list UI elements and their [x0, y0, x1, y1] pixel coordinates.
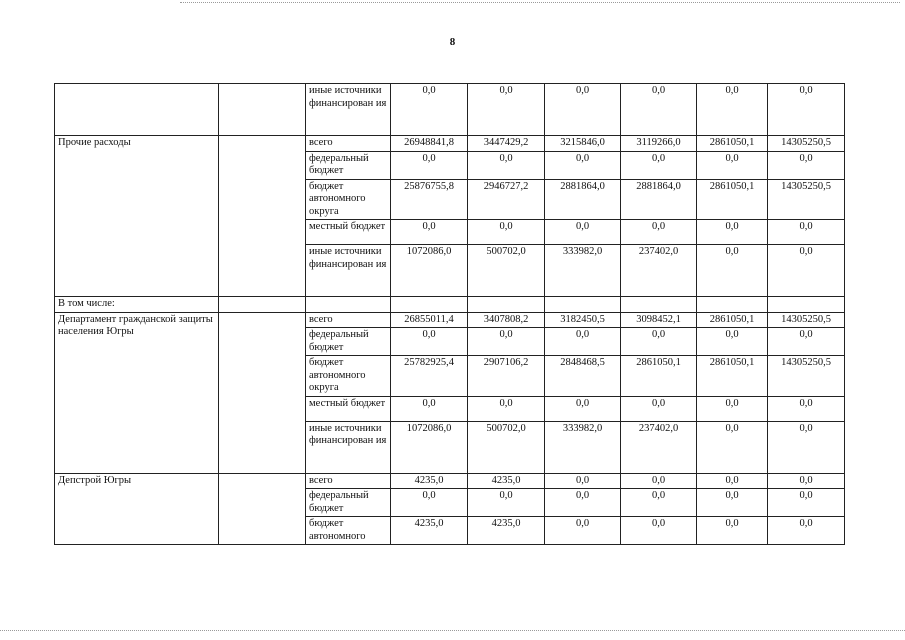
- table-row: [55, 473, 845, 489]
- value-cell: 0,0: [768, 489, 845, 517]
- value-cell: 0,0: [621, 517, 697, 545]
- value-cell: 0,0: [768, 473, 845, 489]
- value-cell: 0,0: [545, 517, 621, 545]
- value-cell: 0,0: [391, 84, 468, 136]
- value-cell: 0,0: [545, 151, 621, 179]
- value-cell: 2907106,2: [468, 356, 545, 397]
- value-cell: 4235,0: [391, 473, 468, 489]
- value-cell: 0,0: [697, 473, 768, 489]
- empty-cell: [768, 297, 845, 313]
- value-cell: 0,0: [697, 328, 768, 356]
- value-cell: 3215846,0: [545, 136, 621, 152]
- value-cell: 0,0: [545, 473, 621, 489]
- value-cell: 3182450,5: [545, 312, 621, 328]
- value-cell: 2946727,2: [468, 179, 545, 220]
- value-cell: 26948841,8: [391, 136, 468, 152]
- value-cell: 0,0: [391, 151, 468, 179]
- value-cell: 0,0: [468, 151, 545, 179]
- value-cell: 0,0: [768, 220, 845, 245]
- value-cell: 25782925,4: [391, 356, 468, 397]
- funding-source: бюджет автономного округа: [306, 179, 391, 220]
- program-name: Департамент гражданской защиты населения Югры: [55, 312, 219, 473]
- value-cell: 0,0: [391, 489, 468, 517]
- empty-cell: [621, 297, 697, 313]
- value-cell: 2861050,1: [697, 179, 768, 220]
- empty-cell: [391, 297, 468, 313]
- value-cell: 500702,0: [468, 421, 545, 473]
- value-cell: 0,0: [468, 84, 545, 136]
- empty-cell: [545, 297, 621, 313]
- scan-artifact-top: [180, 2, 900, 4]
- value-cell: 0,0: [697, 220, 768, 245]
- funding-source: бюджет автономного: [306, 517, 391, 545]
- scan-artifact-bottom: [0, 630, 905, 632]
- value-cell: 14305250,5: [768, 136, 845, 152]
- value-cell: 3119266,0: [621, 136, 697, 152]
- value-cell: 4235,0: [391, 517, 468, 545]
- value-cell: 4235,0: [468, 473, 545, 489]
- value-cell: 0,0: [697, 396, 768, 421]
- value-cell: 0,0: [697, 517, 768, 545]
- value-cell: 3447429,2: [468, 136, 545, 152]
- value-cell: 0,0: [391, 220, 468, 245]
- value-cell: 0,0: [621, 84, 697, 136]
- value-cell: 0,0: [468, 328, 545, 356]
- funding-source: иные источники финансирован ия: [306, 84, 391, 136]
- empty-cell: [306, 297, 391, 313]
- value-cell: 0,0: [768, 84, 845, 136]
- value-cell: 0,0: [697, 421, 768, 473]
- funding-source: федеральный бюджет: [306, 489, 391, 517]
- value-cell: 0,0: [768, 328, 845, 356]
- section-heading-row: [55, 297, 845, 313]
- funding-source: бюджет автономного округа: [306, 356, 391, 397]
- value-cell: 1072086,0: [391, 245, 468, 297]
- value-cell: 0,0: [545, 84, 621, 136]
- budget-table: [54, 83, 845, 545]
- value-cell: 14305250,5: [768, 312, 845, 328]
- empty-cell: [697, 297, 768, 313]
- value-cell: 0,0: [621, 489, 697, 517]
- value-cell: 0,0: [391, 396, 468, 421]
- page-number: 8: [449, 36, 456, 48]
- funding-source: всего: [306, 473, 391, 489]
- value-cell: 333982,0: [545, 421, 621, 473]
- table-row: [55, 312, 845, 328]
- value-cell: 1072086,0: [391, 421, 468, 473]
- value-cell: 14305250,5: [768, 179, 845, 220]
- value-cell: 0,0: [545, 328, 621, 356]
- value-cell: 0,0: [697, 245, 768, 297]
- responsible-cell: [219, 312, 306, 473]
- program-name: [55, 84, 219, 136]
- value-cell: 0,0: [621, 328, 697, 356]
- funding-source: всего: [306, 136, 391, 152]
- value-cell: 2861050,1: [697, 356, 768, 397]
- value-cell: 0,0: [621, 396, 697, 421]
- value-cell: 3098452,1: [621, 312, 697, 328]
- value-cell: 0,0: [697, 151, 768, 179]
- value-cell: 2848468,5: [545, 356, 621, 397]
- value-cell: 0,0: [391, 328, 468, 356]
- value-cell: 0,0: [697, 84, 768, 136]
- value-cell: 0,0: [545, 489, 621, 517]
- section-heading: В том числе:: [55, 297, 219, 313]
- empty-cell: [468, 297, 545, 313]
- value-cell: 0,0: [545, 220, 621, 245]
- value-cell: 237402,0: [621, 421, 697, 473]
- value-cell: 4235,0: [468, 517, 545, 545]
- funding-source: иные источники финансирован ия: [306, 245, 391, 297]
- empty-cell: [219, 297, 306, 313]
- responsible-cell: [219, 473, 306, 545]
- value-cell: 0,0: [545, 396, 621, 421]
- value-cell: 2861050,1: [697, 136, 768, 152]
- value-cell: 500702,0: [468, 245, 545, 297]
- value-cell: 0,0: [768, 396, 845, 421]
- funding-source: местный бюджет: [306, 396, 391, 421]
- value-cell: 333982,0: [545, 245, 621, 297]
- value-cell: 2881864,0: [545, 179, 621, 220]
- value-cell: 14305250,5: [768, 356, 845, 397]
- responsible-cell: [219, 84, 306, 136]
- funding-source: всего: [306, 312, 391, 328]
- value-cell: 0,0: [621, 151, 697, 179]
- value-cell: 0,0: [768, 151, 845, 179]
- table-body: [55, 84, 845, 545]
- value-cell: 0,0: [768, 421, 845, 473]
- value-cell: 0,0: [697, 489, 768, 517]
- program-name: Депстрой Югры: [55, 473, 219, 545]
- funding-source: федеральный бюджет: [306, 151, 391, 179]
- table-row: [55, 136, 845, 152]
- value-cell: 0,0: [621, 220, 697, 245]
- responsible-cell: [219, 136, 306, 297]
- value-cell: 3407808,2: [468, 312, 545, 328]
- value-cell: 237402,0: [621, 245, 697, 297]
- value-cell: 2881864,0: [621, 179, 697, 220]
- value-cell: 2861050,1: [621, 356, 697, 397]
- value-cell: 0,0: [768, 245, 845, 297]
- value-cell: 0,0: [468, 489, 545, 517]
- funding-source: федеральный бюджет: [306, 328, 391, 356]
- value-cell: 0,0: [768, 517, 845, 545]
- value-cell: 2861050,1: [697, 312, 768, 328]
- value-cell: 25876755,8: [391, 179, 468, 220]
- funding-source: местный бюджет: [306, 220, 391, 245]
- value-cell: 0,0: [621, 473, 697, 489]
- value-cell: 0,0: [468, 396, 545, 421]
- funding-source: иные источники финансирован ия: [306, 421, 391, 473]
- program-name: Прочие расходы: [55, 136, 219, 297]
- table-row: [55, 84, 845, 136]
- value-cell: 26855011,4: [391, 312, 468, 328]
- value-cell: 0,0: [468, 220, 545, 245]
